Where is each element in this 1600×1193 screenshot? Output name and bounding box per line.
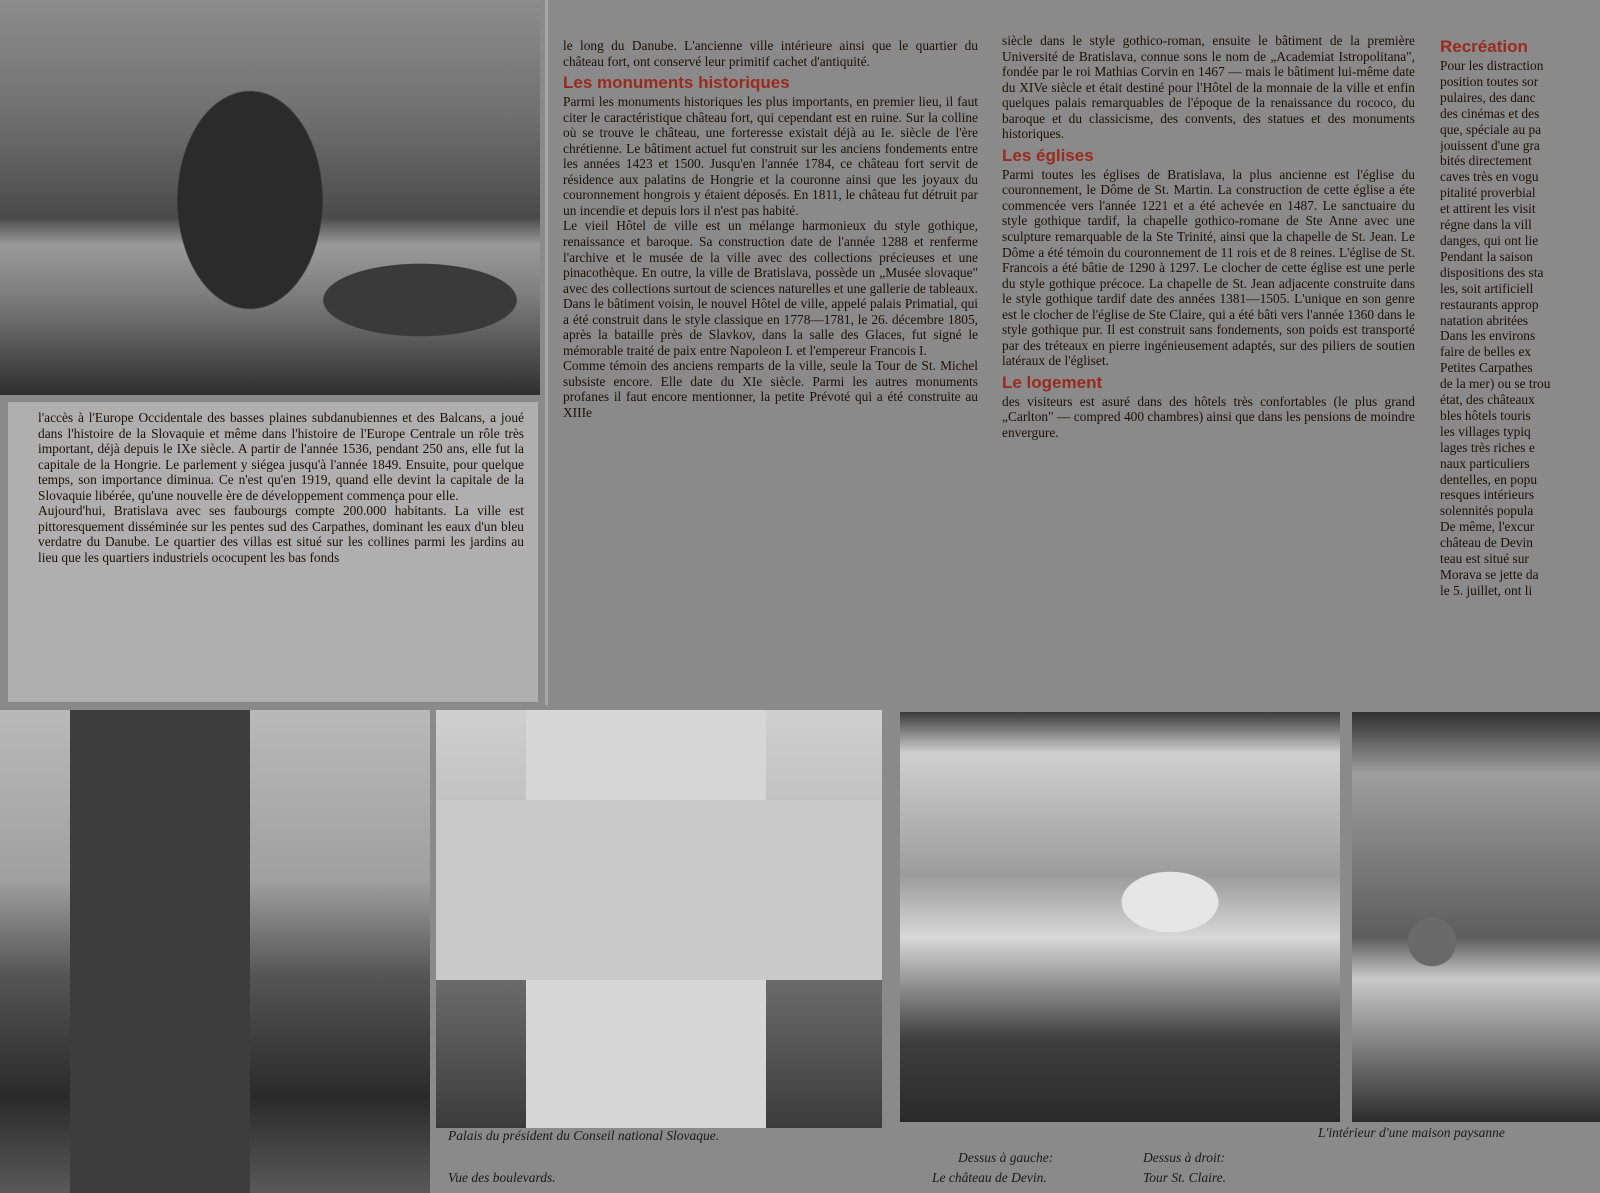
intro-paragraph-1: l'accès à l'Europe Occidentale des basses plaines subdanubiennes et des Balcans, a joué dans l'histoire de la Slovaquie et même dans l'histoire de l'Europe Centrale un rôle très important, déjà depuis le IXe siècle. A partir de l'année 1536, pendant 250 ans, elle fut la capitale de la Hongrie. Le parlement y siégea jusqu'à l'année 1849. Ensuite, pour quelque temps, son importance diminua. Ce n'est qu'en 1919, quand elle devint la capitale de la Slovaquie libérée, qu'une nouvelle ère de développement commença pour elle.: [38, 410, 524, 503]
far-right-line: régne dans la vill: [1440, 217, 1532, 233]
far-right-line: Pour les distraction: [1440, 58, 1544, 73]
far-right-line: restaurants approp: [1440, 296, 1539, 312]
st-claire-interior-photo: [900, 712, 1340, 1122]
far-right-line: caves très en vogu: [1440, 169, 1539, 185]
caption-left-above-label: Dessus à gauche:: [958, 1150, 1054, 1165]
far-right-line: naux particuliers: [1440, 455, 1530, 471]
far-right-line: jouissent d'une gra: [1440, 137, 1540, 153]
presidential-palace-photo: [436, 710, 882, 1128]
far-right-line: natation abritées: [1440, 312, 1529, 328]
caption-right-above-label: Dessus à droit:: [1143, 1150, 1226, 1165]
far-right-line: le 5. juillet, ont li: [1440, 582, 1533, 598]
far-right-line: Pendant la saison: [1440, 248, 1533, 264]
far-right-line: bles hôtels touris: [1440, 407, 1531, 423]
far-right-line: Dans les environs: [1440, 328, 1536, 344]
far-right-line: des cinémas et des: [1440, 105, 1540, 121]
far-right-line: les, soit artificiell: [1440, 280, 1534, 296]
caption-boulevards: Vue des boulevards.: [448, 1170, 556, 1185]
caption-right-above-value: Tour St. Claire.: [1143, 1170, 1227, 1185]
intro-column: [8, 402, 538, 702]
middle-paragraph-0: le long du Danube. L'ancienne ville intérieure ainsi que le quartier du château fort, ont conservé leur primitif cachet d'antiquité.: [563, 38, 978, 69]
far-right-line: de la mer) ou se trou: [1440, 376, 1551, 392]
far-right-line: pitalité proverbial: [1440, 185, 1536, 201]
boulevards-photo: [0, 710, 430, 1193]
far-right-line: les villages typiq: [1440, 423, 1531, 439]
far-right-line: teau est situé sur: [1440, 551, 1529, 567]
far-right-line: Petites Carpathes: [1440, 360, 1533, 376]
far-right-line: dispositions des sta: [1440, 264, 1544, 280]
middle-paragraph-2: Le vieil Hôtel de ville est un mélange harmonieux du style gothique, renaissance et baroque. Sa construction date de l'année 1288 et renferme l'archive et le musée de la ville avec des collections précieuses et une pinacothèque. En outre, la ville de Bratislava, possède un „Musée slovaque" avec des collections surtout de sciences naturelles et une gallerie de tableaux. Dans le bâtiment voisin, le nouvel Hôtel de ville, appelé palais Primatial, qui a été construit dans le style classique en 1778—1781, le 26. décembre 1805, après la bataille près de Slavkov, dans la salle des Glaces, fut signé le mémorable traité de paix entre Napoleon I. et l'empereur Francois I.: [563, 218, 978, 358]
heading-monuments: Les monuments historiques: [563, 73, 790, 93]
right-column: [1002, 33, 1415, 441]
far-right-line: faire de belles ex: [1440, 344, 1532, 360]
peasant-house-interior-photo: [1352, 712, 1600, 1122]
middle-paragraph-3: Comme témoin des anciens remparts de la ville, seule la Tour de St. Michel subsiste encore. Elle date du XIe siècle. Parmi les autres monuments profanes il faut encore mentionner, la petite Prévoté qui a été construite au XIIIe: [563, 358, 978, 421]
far-right-line: position toutes sor: [1440, 73, 1539, 89]
far-right-line: château de Devin: [1440, 535, 1533, 551]
far-right-line: solennités popula: [1440, 503, 1534, 519]
far-right-line: danges, qui ont lie: [1440, 232, 1539, 248]
caption-interior: L'intérieur d'une maison paysanne: [1318, 1125, 1505, 1140]
far-right-line: bités directement: [1440, 153, 1532, 169]
far-right-line: De même, l'excur: [1440, 519, 1535, 535]
middle-column: [563, 38, 978, 421]
far-right-column: [1440, 33, 1600, 599]
far-right-lines: [1440, 58, 1600, 599]
right-paragraph-0: siècle dans le style gothico-roman, ensuite le bâtiment de la première Université de Bratislava, connue sons le nom de „Academiat Istropolitana", fondée par le roi Mathias Corvin en 1467 — mais le bâtiment lui-même date du XIVe siècle et était destiné pour l'Hôtel de la monnaie de la ville et enfin quelques palais remarquables de l'époque de la renaissance du rococo, du baroque et du classicisme, des convents, des statues et des monuments historiques.: [1002, 33, 1415, 142]
caption-left-above-value: Le château de Devin.: [932, 1170, 1047, 1185]
far-right-line: pulaires, des danc: [1440, 89, 1536, 105]
heading-recreation: Recréation: [1440, 37, 1528, 56]
far-right-line: lages très riches e: [1440, 439, 1535, 455]
middle-paragraph-1: Parmi les monuments historiques les plus importants, en premier lieu, il faut citer le caractéristique château fort, qui cependant est en ruine. Sur la colline où se trouve le château, une forteresse existait déjà au Ie. siècle de l'ère chrétienne. Le bâtiment actuel fut construit sur les anciens fondements entre les années 1423 et 1500. Jusqu'en l'année 1784, ce château fort servit de résidence aux palatins de Hongrie et la couronne ainsi que les joyaux du couronnement hongrois y étaient déposés. En 1811, le château fut détruit par un incendie et depuis lors il n'est pas habité.: [563, 94, 978, 218]
right-paragraph-2: des visiteurs est asuré dans des hôtels très confortables (le plus grand „Carlton" — compred 400 chambres) ainsi que dans les pensions de moindre envergure.: [1002, 393, 1415, 441]
far-right-line: dentelles, en popu: [1440, 471, 1538, 487]
caption-palace: Palais du président du Conseil national Slovaque.: [448, 1128, 720, 1143]
far-right-line: et attirent les visit: [1440, 201, 1536, 217]
heading-logement: Le logement: [1002, 372, 1103, 392]
intro-paragraph-2: Aujourd'hui, Bratislava avec ses faubourgs compte 200.000 habitants. La ville est pittoresquement disséminée sur les pentes sud des Carpathes, dominant les eaux d'un bleu verdatre du Danube. Le quartier des villas est situé sur les collines parmi les jardins au lieu que les quartiers industriels ococupent les bas fonds: [38, 503, 524, 565]
far-right-line: resques intérieurs: [1440, 487, 1535, 503]
far-right-line: que, spéciale au pa: [1440, 121, 1542, 137]
right-paragraph-1: Parmi toutes les églises de Bratislava, la plus ancienne est l'église du couronnement, le Dôme de St. Martin. La construction de cette église a éte commencée vers l'année 1221 et a été achevée en 1487. Le sanctuaire du style gothique tardif, la chapelle gothico-romane de Ste Anne avec une sculpture remarquable de la Ste Trinité, ainsi que la chapelle de St. Jean. Le Dôme a été témoin du couronnement de 11 rois et de 8 reines. L'église de St. Francois a été bâtie de 1290 à 1297. Le clocher de cette église est une perle du style gothique précoce. La chapelle de St. Jean adjacente construite dans le style gothique tardif date des années 1381—1505. L'unique en son genre est le clocher de l'église de Ste Claire, qui a été bâti vers l'année 1360 dans le style gothique pur. Il est construit sans fondements, son poids est transporté par des tréteaux en pierre ingénieusement adaptés, sur des piliers de soutien latéraux de l'égliset.: [1002, 166, 1415, 369]
far-right-line: Morava se jette da: [1440, 567, 1539, 582]
far-right-line: état, des châteaux: [1440, 392, 1535, 408]
page-fold-line: [545, 0, 548, 705]
devin-castle-engraving-photo: [0, 0, 540, 395]
heading-eglises: Les églises: [1002, 145, 1094, 165]
